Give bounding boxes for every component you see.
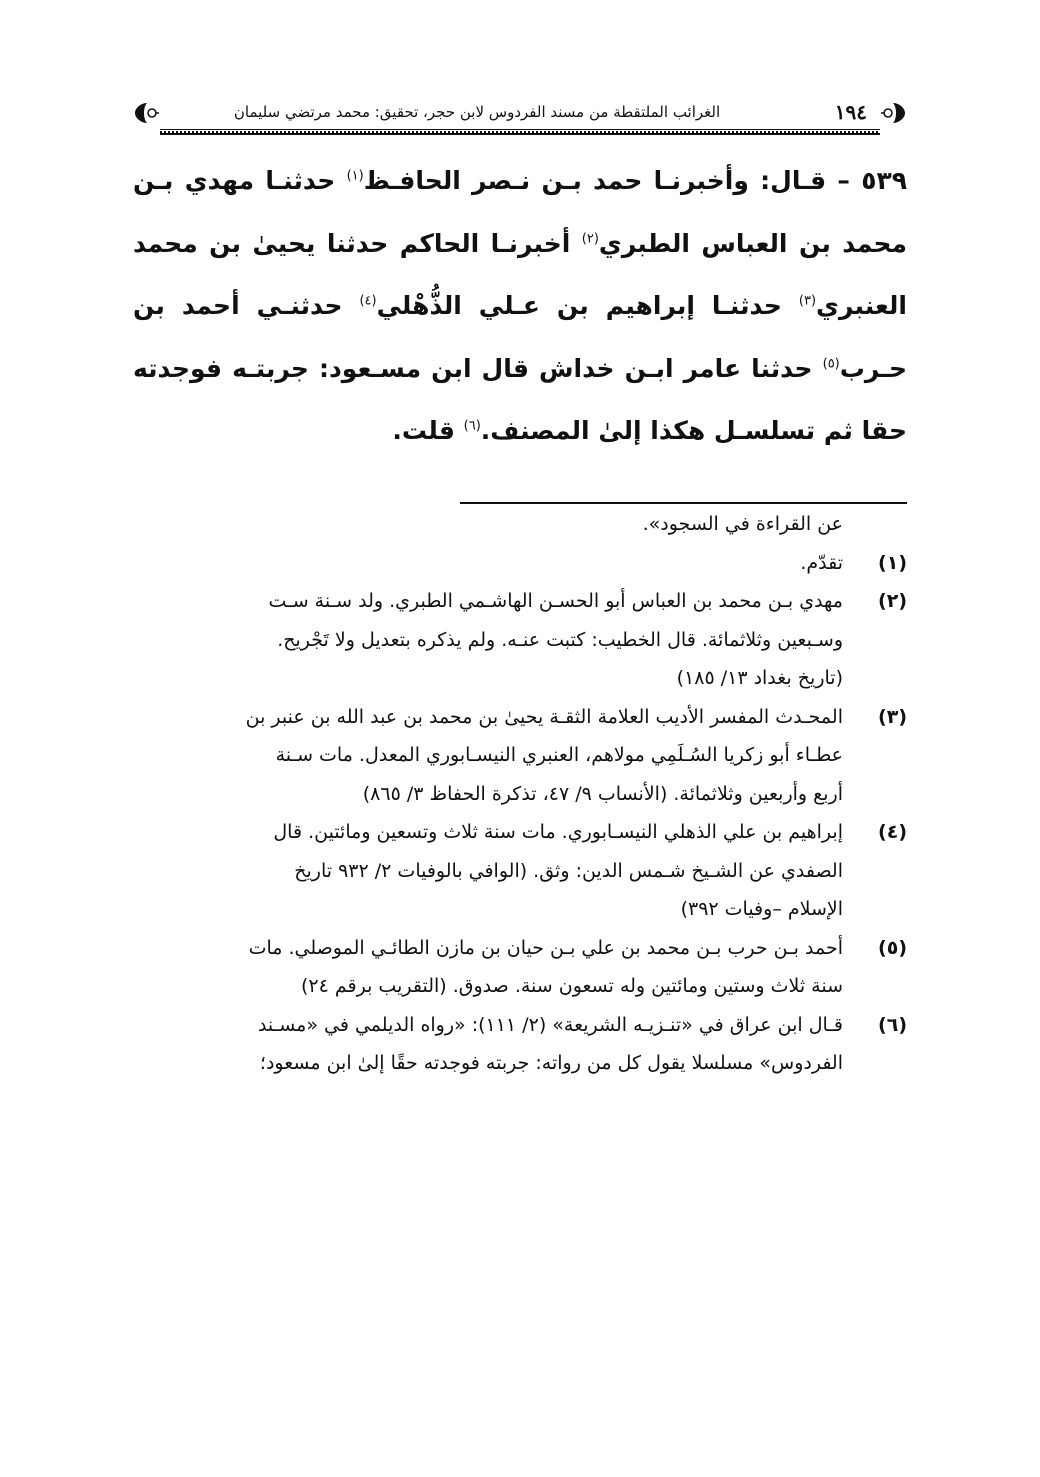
footnote-4 [133, 813, 907, 929]
text-segment: أخبرنـا الحاكم حدثنا يحيىٰ بن محمد العنبري [133, 228, 907, 320]
footnote-number: (٢) [878, 590, 907, 612]
footnote-ref: (١) [346, 168, 364, 184]
footnote-line: أحمد بـن حرب بـن محمد بن علي بـن حيان بن مازن الطائـي الموصلي. مات [248, 936, 843, 959]
text-segment: قلت. [392, 416, 464, 445]
header-rule [160, 129, 880, 135]
footnote-line: مهدي بـن محمد بن العباس أبو الحسـن الهاشـمي الطبري. ولد سـنة سـت [268, 590, 843, 612]
footnote-separator [460, 502, 907, 504]
footnote-number: (٥) [878, 936, 907, 959]
text-segment: حدثنـا إبراهيم بن عـلي الذُّهْلي [376, 291, 799, 320]
footnote-5 [133, 929, 907, 1006]
ornament-icon [879, 101, 907, 125]
ornament-icon [133, 101, 161, 125]
text-segment: حدثنا عامر ابـن خداش قال ابن مسـعود: جربتـه فوجدته حقا ثم تسلسـل هكذا إلىٰ المصنف. [133, 353, 907, 445]
running-header [133, 98, 907, 128]
footnote-number: (٤) [878, 821, 907, 843]
footnote-1 [133, 544, 907, 583]
footnote-line: سنة ثلاث وستين ومائتين وله تسعون سنة. صدوق. (التقريب برقم ٢٤) [301, 975, 843, 997]
main-text [133, 150, 907, 463]
footnote-ref: (٣) [798, 293, 817, 309]
footnote-ref: (٤) [359, 293, 377, 309]
footnote-line: (تاريخ بغداد ١٣/ ١٨٥) [676, 667, 843, 689]
footnote-line: الإسلام –وفيات ٣٩٢) [680, 898, 843, 920]
footnote-line: المحـدث المفسر الأديب العلامة الثقـة يحيىٰ بن محمد بن عبد الله بن عنبر بن [245, 705, 843, 728]
text-segment: حدثنـي أحمد بن حـرب [133, 291, 907, 383]
footnote-line: وسـبعين وثلاثمائة. قال الخطيب: كتبت عنـه. ولم يذكره بتعديل ولا تَجْريح. [277, 628, 843, 651]
text-segment: حدثنـا مهدي بـن محمد بن العباس الطبري [133, 166, 907, 258]
hadith-paragraph [133, 150, 907, 463]
text-segment: ٥٣٩ – قـال: وأخبرنـا حمد بـن نـصر الحافـظ [363, 166, 907, 195]
footnote-6 [133, 1006, 907, 1083]
footnotes [133, 505, 907, 1083]
footnote-ref: (٢) [581, 231, 599, 247]
footnote-ref: (٥) [822, 356, 840, 372]
footnote-line: قـال ابن عراق في «تنـزيـه الشريعة» (٢/ ١١١): «رواه الديلمي في «مسـند [257, 1013, 843, 1036]
running-title: الغرائب الملتقطة من مسند الفردوس لابن حجر، تحقيق: محمد مرتضي سليمان [233, 103, 721, 121]
footnote-line: أربع وأربعين وثلاثمائة. (الأنساب ٩/ ٤٧، تذكرة الحفاظ ٣/ ٨٦٥) [362, 782, 843, 805]
footnote-number: (١) [878, 551, 907, 574]
footnote-2 [133, 582, 907, 698]
footnote-continuation: عن القراءة في السجود». [642, 513, 843, 535]
footnote-3 [133, 698, 907, 814]
footnote-line: الصفدي عن الشـيخ شـمس الدين: وثق. (الوافي بالوفيات ٢/ ٩٣٢ تاريخ [294, 859, 843, 882]
footnote-number: (٣) [878, 705, 907, 728]
footnote-line: الفردوس» مسلسلا يقول كل من رواته: جربته فوجدته حقًا إلىٰ ابن مسعود؛ [259, 1052, 843, 1074]
footnote-line: تقدّم. [800, 551, 843, 574]
footnote-line: إبراهيم بن علي الذهلي النيسـابوري. مات سنة ثلاث وتسعين ومائتين. قال [273, 821, 843, 843]
page-number: ١٩٤ [834, 100, 867, 124]
footnote-number: (٦) [878, 1013, 907, 1036]
footnote-line: عطـاء أبو زكريا السُـلَمِي مولاهم، العنبري النيسـابوري المعدل. مات سـنة [275, 744, 843, 766]
footnote-ref: (٦) [463, 418, 481, 434]
